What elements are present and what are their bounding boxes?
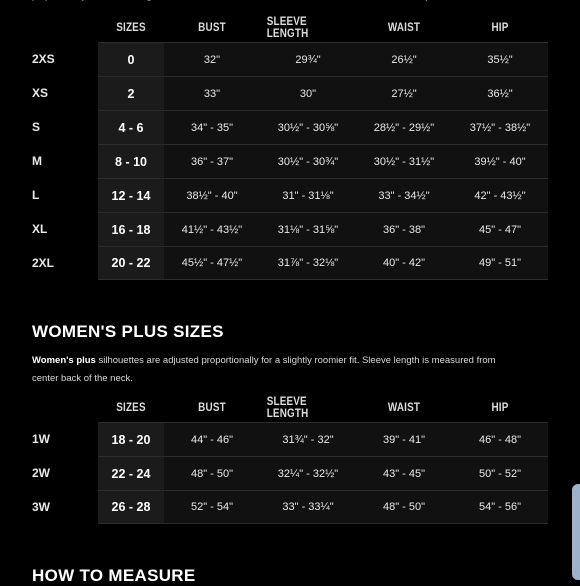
table-row	[32, 144, 548, 178]
header-bust: BUST	[198, 22, 226, 34]
size-number: 18 - 20	[98, 422, 164, 456]
bust-value: 36" - 37"	[190, 155, 234, 168]
bust-value: 34" - 35"	[190, 121, 234, 134]
hip-value: 37½" - 38½"	[469, 121, 531, 134]
bust-value: 45½" - 47½"	[181, 257, 243, 269]
bust-value: 33"	[203, 87, 221, 100]
table-row	[32, 246, 548, 280]
bust-value: 38½" - 40"	[186, 189, 238, 202]
size-label: S	[32, 120, 41, 134]
header-hip: HIP	[491, 402, 509, 414]
table-row	[32, 422, 548, 456]
waist-value: 36" - 38"	[382, 223, 426, 236]
size-label: XL	[32, 222, 48, 236]
table-row	[32, 212, 548, 246]
sleeve-value: 31¾" - 32"	[282, 433, 334, 446]
header-waist: WAIST	[387, 22, 421, 34]
hip-value: 50" - 52"	[478, 467, 522, 480]
plus-size-chart-table	[32, 394, 548, 524]
waist-value: 40" - 42"	[382, 257, 426, 269]
header-sleeve-length: SLEEVE LENGTH	[266, 396, 309, 420]
top-cut-text	[32, 0, 562, 1]
table-row	[32, 456, 548, 490]
table-row	[32, 42, 548, 76]
sleeve-value: 30½" - 30¾"	[277, 155, 339, 168]
table-row	[32, 178, 548, 212]
plus-desc-bold: Women's plus	[32, 355, 96, 366]
bust-value: 41½" - 43½"	[181, 223, 243, 236]
size-number: 16 - 18	[98, 212, 164, 246]
sleeve-value: 29¾"	[295, 53, 321, 66]
waist-value: 28½" - 29½"	[373, 121, 435, 134]
plus-sizes-title: WOMEN'S PLUS SIZES	[32, 322, 224, 341]
sleeve-value: 31⅞" - 32⅛"	[277, 257, 339, 269]
size-label: 2XL	[32, 256, 55, 270]
size-number: 8 - 10	[98, 144, 164, 178]
sleeve-value: 31⅛" - 31⅝"	[277, 223, 339, 236]
table-row	[32, 490, 548, 524]
hip-value: 36½"	[487, 87, 513, 100]
header-waist: WAIST	[387, 402, 421, 414]
size-label: M	[32, 154, 42, 168]
size-number: 12 - 14	[98, 178, 164, 212]
waist-value: 30½" - 31½"	[373, 155, 435, 168]
plus-desc-text: silhouettes are adjusted proportionally for a slightly roomier fit. Sleeve length is measured from center back of the neck.	[32, 355, 496, 384]
hip-value: 39½" - 40"	[474, 155, 526, 168]
bust-value: 52" - 54"	[190, 501, 234, 513]
size-number: 22 - 24	[98, 456, 164, 490]
how-to-measure-title: HOW TO MEASURE	[32, 566, 196, 585]
table-header	[32, 14, 548, 42]
bust-value: 44" - 46"	[190, 433, 234, 446]
bust-value: 48" - 50"	[190, 467, 234, 480]
waist-value: 48" - 50"	[382, 501, 426, 513]
header-spacer	[37, 394, 94, 422]
size-number: 20 - 22	[98, 246, 164, 280]
size-number: 0	[98, 42, 164, 76]
size-label: 3W	[32, 500, 50, 514]
side-scroll-tab[interactable]	[572, 484, 580, 580]
table-row	[32, 110, 548, 144]
size-label: 1W	[32, 432, 50, 446]
size-chart-table	[32, 14, 548, 280]
hip-value: 35½"	[487, 53, 513, 66]
hip-value: 46" - 48"	[478, 433, 522, 446]
hip-value: 42" - 43½"	[474, 189, 526, 202]
bust-value: 32"	[203, 53, 221, 66]
sleeve-value: 30"	[299, 87, 317, 100]
hip-value: 54" - 56"	[478, 501, 522, 513]
sleeve-value: 32¼" - 32½"	[277, 467, 339, 480]
waist-value: 43" - 45"	[382, 467, 426, 480]
sleeve-value: 33" - 33¼"	[282, 501, 334, 513]
waist-value: 39" - 41"	[382, 433, 426, 446]
table-row	[32, 76, 548, 110]
size-label: 2XS	[32, 52, 55, 66]
table-header	[32, 394, 548, 422]
size-number: 26 - 28	[98, 490, 164, 524]
header-sleeve-length: SLEEVE LENGTH	[266, 16, 309, 40]
waist-value: 26½"	[391, 53, 417, 66]
hip-value: 45" - 47"	[478, 223, 522, 236]
plus-sizes-description	[32, 352, 522, 388]
size-label: 2W	[32, 466, 50, 480]
size-number: 2	[98, 76, 164, 110]
header-bust: BUST	[198, 402, 226, 414]
hip-value: 49" - 51"	[478, 257, 522, 269]
size-label: XS	[32, 86, 49, 100]
sleeve-value: 30½" - 30⅝"	[277, 121, 339, 134]
header-sizes: SIZES	[116, 402, 146, 414]
waist-value: 27½"	[391, 87, 417, 100]
waist-value: 33" - 34½"	[378, 189, 430, 202]
size-label: L	[32, 188, 40, 202]
sleeve-value: 31" - 31⅛"	[282, 189, 334, 202]
header-hip: HIP	[491, 22, 509, 34]
header-sizes: SIZES	[116, 22, 146, 34]
size-number: 4 - 6	[98, 110, 164, 144]
header-spacer	[37, 14, 94, 42]
